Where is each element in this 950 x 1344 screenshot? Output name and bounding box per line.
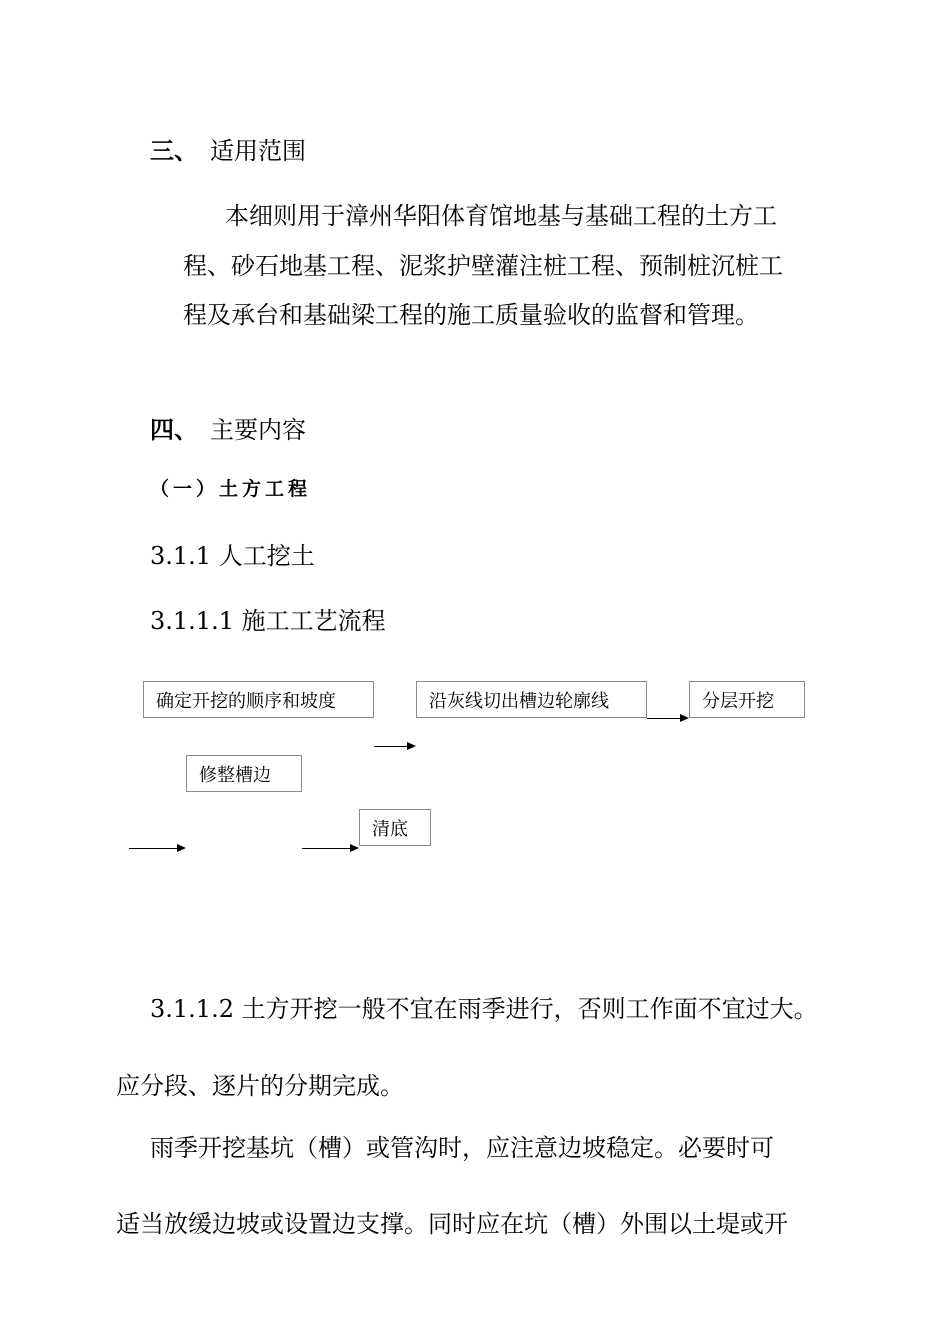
flow-step-trim-edges: 修整槽边 [186, 755, 302, 792]
scope-paragraph-line-2: 程、砂石地基工程、泥浆护壁灌注桩工程、预制桩沉桩工 [183, 252, 783, 280]
flow-arrow-2 [647, 718, 687, 719]
scope-paragraph-line-3: 程及承台和基础梁工程的施工质量验收的监督和管理。 [183, 301, 759, 329]
flow-step-layered-excavation: 分层开挖 [689, 681, 805, 718]
scope-paragraph-line-1: 本细则用于漳州华阳体育馆地基与基础工程的土方工 [225, 202, 777, 230]
section-3-heading [150, 131, 306, 166]
flow-step-determine-order: 确定开挖的顺序和坡度 [143, 681, 374, 718]
flow-step-clean-bottom: 清底 [359, 809, 431, 846]
section-3-title: 适用范围 [210, 137, 306, 165]
item-3-1-1-2-line-2: 应分段、逐片的分期完成。 [116, 1072, 404, 1100]
subsection-earthwork-heading: （一）土方工程 [150, 478, 312, 500]
item-3-1-1-1: 3.1.1.1 施工工艺流程 [150, 607, 386, 635]
flow-arrow-4 [302, 848, 357, 849]
item-3-1-1-2-line-1: 3.1.1.2 土方开挖一般不宜在雨季进行，否则工作面不宜过大。 [150, 995, 818, 1023]
rainy-season-line-2: 适当放缓边坡或设置边支撑。同时应在坑（槽）外围以土堤或开 [116, 1210, 788, 1238]
flow-step-cut-edge-outline: 沿灰线切出槽边轮廓线 [416, 681, 647, 718]
section-4-heading [150, 410, 306, 445]
item-3-1-1: 3.1.1 人工挖土 [150, 542, 315, 570]
flow-arrow-3 [129, 848, 184, 849]
section-3-number: 三、 [150, 137, 198, 165]
rainy-season-line-1: 雨季开挖基坑（槽）或管沟时，应注意边坡稳定。必要时可 [150, 1134, 774, 1162]
section-4-title: 主要内容 [210, 416, 306, 444]
flow-arrow-1 [374, 746, 414, 747]
section-4-number: 四、 [150, 416, 198, 444]
